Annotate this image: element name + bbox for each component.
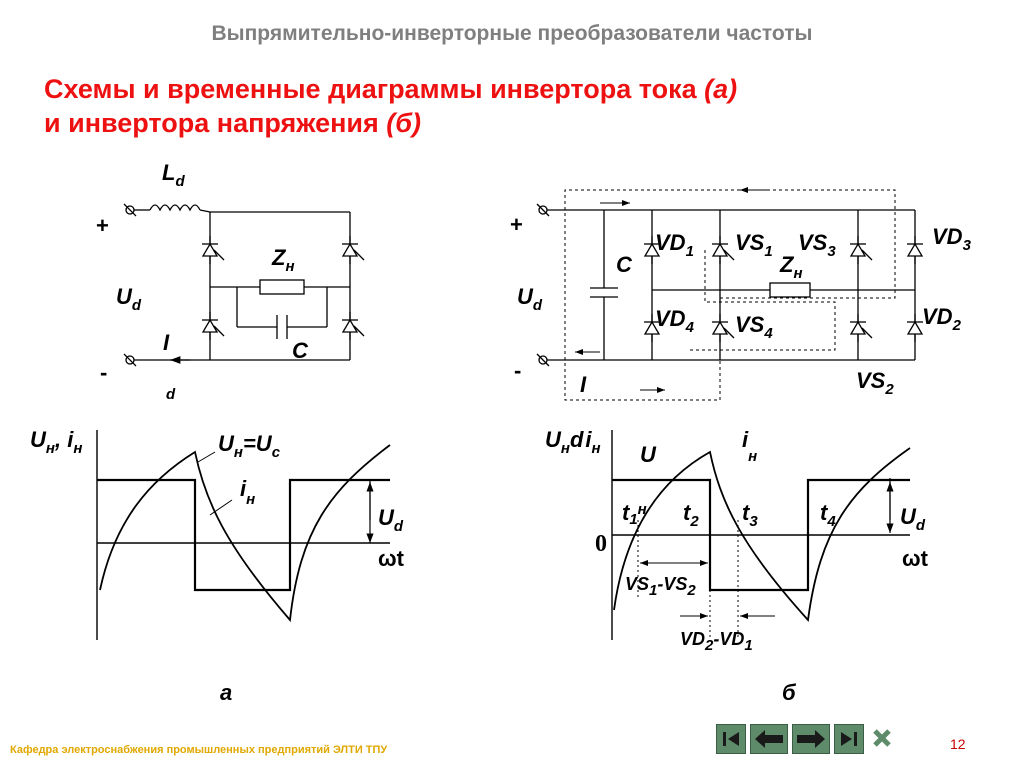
diode-vd3 [907,236,923,264]
waveform-a-in: $i_н$ [240,476,256,508]
waveform-b-ylabel: $U_нdi_н$ [545,427,601,457]
label-vs3: $VS_3$ [798,230,836,260]
next-slide-button[interactable] [792,724,830,754]
waveform-b-u: U [640,442,656,467]
label-vd2: $VD_2$ [922,304,961,334]
page-number: 12 [950,736,966,752]
waveform-a-caption: а [220,680,233,705]
circuit-b-minus: - [514,358,522,383]
first-slide-button[interactable] [716,724,746,754]
first-slide-icon [717,725,745,753]
label-vs1: $VS_1$ [735,230,773,260]
close-button[interactable] [870,726,894,750]
circuit-a-zn: $Z_н$ [272,245,295,275]
waveform-a-wt: ωt [378,546,404,571]
slide-header: Выпрямительно-инверторные преобразователи частоты [211,22,813,45]
title-line2-italic: (б) [386,108,421,138]
thyristor-vs2 [850,314,872,342]
last-slide-icon [835,725,863,753]
waveform-b-wt: ωt [902,546,928,571]
thyristor-vs1 [712,236,734,264]
thyristor-a4 [202,312,224,340]
waveform-b-vd21: $VD_2-VD_1$ [680,629,753,654]
waveform-b-zero: 0 [595,531,607,557]
circuit-b-plus: + [510,212,523,237]
circuit-b-i: I [580,372,587,397]
arrow-left-icon [751,725,787,753]
thyristor-vs3 [850,236,872,264]
waveform-b-markers [638,520,738,640]
waveform-a-axes [97,430,390,640]
diode-vd2 [907,314,923,342]
waveform-a-un-uc: $U_н=U_c$ [218,431,281,461]
last-slide-button[interactable] [834,724,864,754]
label-vs4: $VS_4$ [735,312,773,342]
circuit-a [124,204,350,366]
waveform-b-t4: $t_4$ [820,500,836,530]
label-zn-b: $Z_н$ [780,252,803,282]
waveform-b-t3: $t_3$ [742,500,758,530]
title-line1-italic: (а) [704,74,738,104]
waveform-b-axes [612,430,910,640]
waveform-b-current [614,448,910,620]
waveform-b-t1: $t1^н$ [622,500,647,528]
label-vs2: $VS_2$ [856,368,894,398]
arrow-right-icon [793,725,829,753]
waveform-b-caption: б [782,680,796,705]
waveform-b-ud: $U_d$ [900,504,926,534]
waveform-b-in: $i_н$ [742,427,758,465]
label-vd4: $VD_4$ [655,306,694,336]
thyristor-a1 [202,236,224,264]
label-vd1: $VD_1$ [655,230,694,260]
previous-slide-button[interactable] [750,724,788,754]
circuit-a-id-sub: d [166,386,176,403]
footer-department: Кафедра электроснабжения промышленных предприятий ЭЛТИ ТПУ [10,744,388,756]
label-vd3: $VD_3$ [932,224,971,254]
title-line2: и инвертора напряжения [44,108,387,138]
circuit-a-minus: - [100,360,108,385]
waveform-b-t2: $t_2$ [683,500,699,530]
circuit-a-id: I [163,330,170,355]
circuit-b-current-paths [565,190,895,400]
circuit-a-c: C [292,338,308,363]
waveform-b-vs12: $VS_1-VS_2$ [625,574,696,599]
close-icon [870,726,894,750]
waveform-a-current [100,445,390,620]
thyristor-a2 [342,312,364,340]
title-line1: Схемы и временные диаграммы инвертора тока [44,74,705,104]
circuit-b-c: C [616,252,632,277]
thyristor-vs4 [712,314,734,342]
circuit-b-ud: $U_d$ [517,284,543,314]
waveform-a-ud: $U_d$ [378,505,404,535]
thyristor-a3 [342,236,364,264]
circuit-a-ud: $U_d$ [116,284,142,314]
waveform-a-ylabel: $U_н$, $i_н$ [30,427,83,457]
circuit-a-plus: + [96,213,109,238]
circuit-a-ld: $L_d$ [162,160,185,190]
